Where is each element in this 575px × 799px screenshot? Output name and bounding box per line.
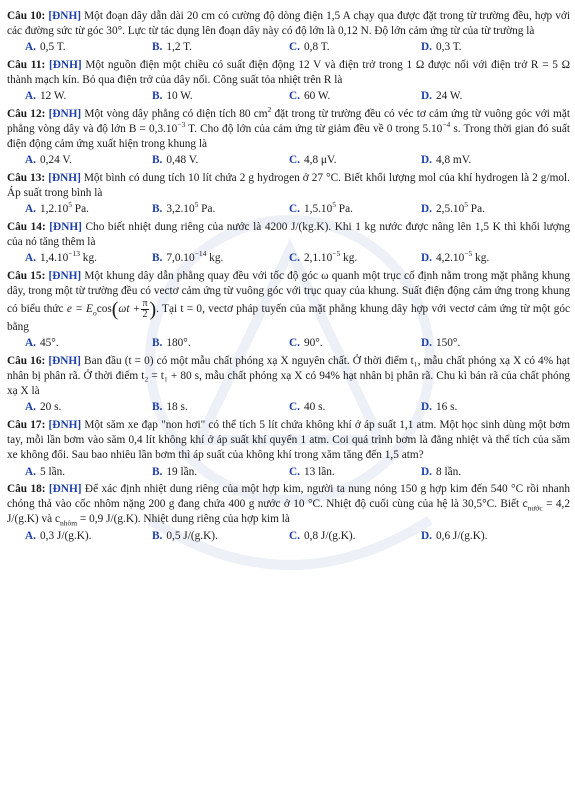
option-a[interactable]: A. 45°. [25,337,59,350]
option-b[interactable]: B. 10 W. [152,90,193,103]
option-d[interactable]: D. 0,3 T. [421,41,462,54]
question-tag: [ĐNH] [48,354,81,367]
option-a[interactable]: A. 0,24 V. [25,154,72,167]
option-a[interactable]: A. 0,3 J/(g.K). [25,529,92,542]
question-tag: [ĐNH] [48,483,82,496]
question-15 [7,269,570,352]
option-c[interactable]: C. 4,8 μV. [289,154,337,167]
option-c[interactable]: C. 90°. [289,337,323,350]
question-18 [7,482,570,544]
option-a[interactable]: A. 5 lần. [25,465,66,478]
option-a[interactable]: A. 20 s. [25,401,62,414]
option-b[interactable]: B. 180°. [152,337,191,350]
question-text: Để xác định nhiệt dung riêng của một hợp kim, người ta nung nóng 150 g hợp kim đến 540 °C rồi nhanh chóng thả vào cốc nhôm nặng 200 g đang chứa 400 g nước ở 10 °C. Nhiệt độ cuối cùng của hệ là 30,5°C. Biết $c_{nước} = 4,2$ J/(g.K) và $c_{nhôm} = 0,9$ J/(g.K). Nhiệt dung riêng của hợp kim là [7,483,570,528]
option-c[interactable]: C. 40 s. [289,401,326,414]
answer-options [7,40,570,56]
question-text: Một đoạn dây dẫn dài 20 cm có cường độ dòng điện 1,5 A chạy qua được đặt trong từ trường đều, hợp với các đường sức từ góc 30°. Lực từ tác dụng lên đoạn dây này có độ lớn là 0,12 N. Độ lớn cảm ứng từ của từ trường là [7,10,571,38]
answer-options [7,529,570,545]
option-d[interactable]: D. $4,2.10^{-5}$ kg. [421,249,490,265]
option-c[interactable]: C. 1,5.10$^5$ Pa. [289,200,353,216]
option-d[interactable]: D. 150°. [421,337,461,350]
answer-options [7,251,570,267]
option-b[interactable]: B. 1,2 T. [152,41,192,54]
question-tag: [ĐNH] [48,171,81,184]
option-d[interactable]: D. 2,5.10$^5$ Pa. [421,200,485,216]
question-number: Câu 18: [7,483,46,496]
option-a[interactable]: A. 1,2.10$^5$ Pa. [25,200,89,216]
question-tag: [ĐNH] [49,220,82,233]
answer-options [7,465,570,481]
option-b[interactable]: B. 0,5 J/(g.K). [152,529,218,542]
question-text: Một khung dây dẫn phẳng quay đều với tốc độ góc ω quanh một trục cố định nằm trong mặt phẳng khung dây, trong một từ trường đều có vectơ cảm ứng từ vuông góc với trục quay của khung. Suất điện động cảm ứng trong khung có biểu thức $e = E_o\cos(\omega t$ + $\frac{\pi}{2}$ ). Tại t = 0, vectơ pháp tuyến của mặt phẳng khung dây hợp với vectơ cảm ứng từ một góc bằng [7,269,571,334]
question-number: Câu 15: [7,269,46,282]
question-13 [7,171,570,218]
question-text: Ban đầu (t = 0) có một mẫu chất phóng xạ X nguyên chất. Ở thời điểm t₁, mẫu chất phóng xạ X có 4% hạt nhân bị phân rã. Ở thời điểm t₂ = t₁ + 80 s, mẫu chất phóng xạ X có 94% hạt nhân bị phân rã. Chu kì bán rã của chất phóng xạ X là [7,354,570,398]
option-b[interactable]: B. 3,2.10$^5$ Pa. [152,200,216,216]
option-c[interactable]: C. 0,8 J/(g.K). [289,529,356,542]
option-c[interactable]: C. 13 lần. [289,465,335,478]
answer-options [7,153,570,169]
option-b[interactable]: B. 18 s. [152,401,188,414]
question-text: Cho biết nhiệt dung riêng của nước là 4200 J/(kg.K). Khi 1 kg nước được nâng lên 1,5 K thì khối lượng của nó tăng thêm là [7,220,570,249]
question-tag: [ĐNH] [48,107,82,120]
answer-options [7,336,570,352]
question-number: Câu 12: [7,107,46,120]
question-number: Câu 16: [7,354,46,367]
question-number: Câu 10: [7,10,46,22]
option-b[interactable]: B. 19 lần. [152,465,198,478]
answer-options [7,89,570,105]
option-a[interactable]: A. $1,4.10^{-13}$ kg. [25,249,97,265]
question-number: Câu 13: [7,171,46,184]
question-number: Câu 14: [7,220,46,233]
option-c[interactable]: C. 60 W. [289,90,331,103]
option-a[interactable]: A. 0,5 T. [25,41,66,54]
question-text: Một bình có dung tích 10 lít chứa 2 g hydrogen ở 27 °C. Biết khối lượng mol của khí hydrogen là 2 g/mol. Áp suất trong bình là [7,171,570,200]
option-d[interactable]: D. 16 s. [421,401,458,414]
question-tag: [ĐNH] [48,58,82,71]
question-12 [7,107,570,169]
option-a[interactable]: A. 12 W. [25,90,67,103]
emf-formula: $e = E_o\cos(\omega t$ + $\frac{\pi}{2}$ ) [66,298,157,321]
question-tag: [ĐNH] [48,10,82,22]
question-11 [7,58,570,105]
option-d[interactable]: D. 4,8 mV. [421,154,472,167]
answer-options [7,202,570,218]
question-text: Một nguồn điện một chiều có suất điện động 12 V và điện trở trong 1 Ω được nối với điện trở R = 5 Ω thành mạch kín. Bỏ qua điện trở của dây nối. Công suất tỏa nhiệt trên R là [7,58,571,87]
question-14 [7,220,570,267]
question-text: Một săm xe đạp "non hơi" có thể tích 5 lít chứa không khí ở áp suất 1,1 atm. Một học sinh dùng một bơm tay, mỗi lần bơm vào săm 0,4 lít không khí ở áp suất khí quyển 1 atm. Coi quá trình bơm là đẳng nhiệt và thể tích của săm xe không đổi. Sau bao nhiêu lần bơm thì áp suất của không khí trong xăm tăng đến 1,5 atm? [7,418,570,462]
question-17 [7,418,570,480]
option-b[interactable]: B. 0,48 V. [152,154,199,167]
answer-options [7,400,570,416]
question-text: Một vòng dây phẳng có diện tích 80 $cm^2$ đặt trong từ trường đều có véc tơ cảm ứng từ vuông góc với mặt phẳng vòng dây và độ lớn $B = 0,3.10^{-3}$ T. Cho độ lớn của cảm ứng từ giảm đều về 0 trong $5.10^{-4}$ s. Trong thời gian đó suất điện động cảm ứng xuất hiện trong khung là [7,105,570,151]
option-c[interactable]: C. 0,8 T. [289,41,330,54]
fraction: $\frac{\pi}{2}$ [142,298,148,321]
question-number: Câu 17: [7,418,46,431]
question-10 [7,9,570,56]
question-tag: [ĐNH] [48,418,82,431]
option-d[interactable]: D. 8 lần. [421,465,462,478]
option-c[interactable]: C. $2,1.10^{-5}$ kg. [289,249,358,265]
exam-page [7,9,570,546]
question-tag: [ĐNH] [48,269,82,282]
question-16 [7,354,570,416]
option-b[interactable]: B. $7,0.10^{-14}$ kg. [152,249,224,265]
question-number: Câu 11: [7,58,46,71]
option-d[interactable]: D. 24 W. [421,90,463,103]
option-d[interactable]: D. 0,6 J/(g.K). [421,529,488,542]
